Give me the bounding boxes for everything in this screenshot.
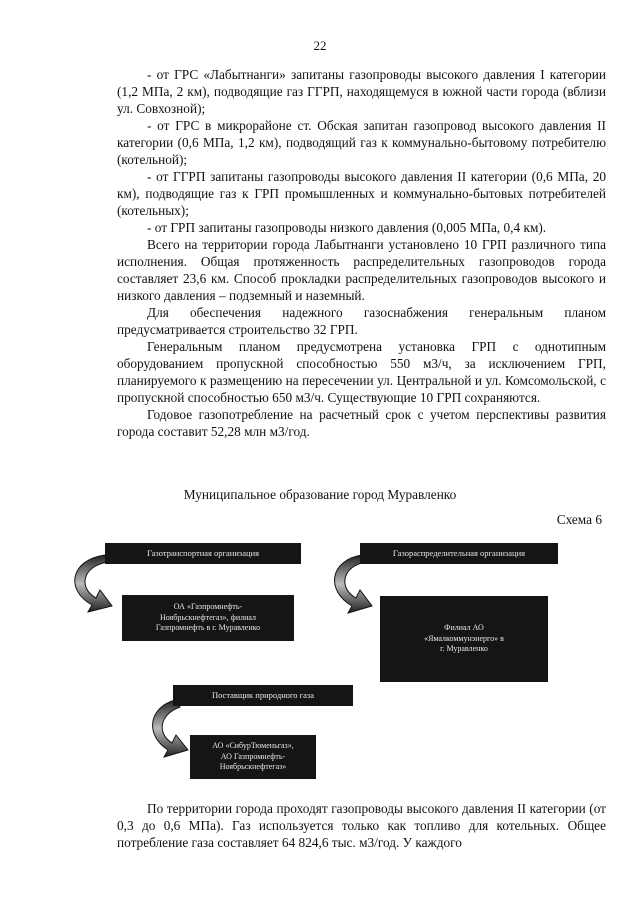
- top-text: [117, 66, 606, 440]
- gas-supplier-box: [190, 735, 316, 779]
- paragraph: Генеральным планом предусмотрена установка ГРП с однотипным оборудованием пропускной способностью 550 м3/ч, за исключением ГРП, планируемого к размещению на пересечении ул. Центральной и ул. Комсомольской, с пропускной способностью 650 м3/ч. Существующие 10 ГРП сохраняются.: [117, 339, 606, 405]
- distribution-org-line: «Ямалкоммунэнерго» в: [424, 633, 504, 643]
- transport-org-header-label: Газотранспортная организация: [146, 548, 260, 559]
- distribution-org-header-label: Газораспределительная организация: [392, 548, 526, 559]
- gas-supplier-line: АО «СибурТюменьгаз»,: [212, 741, 294, 751]
- gas-supplier-header-label: Поставщик природного газа: [211, 690, 315, 701]
- gas-supplier-line: Ноябрьскнефтегаз»: [219, 762, 287, 772]
- distribution-org-box: [380, 596, 548, 682]
- distribution-org-header: [360, 543, 558, 564]
- page-number: 22: [313, 38, 327, 53]
- transport-org-box: [122, 595, 294, 641]
- transport-org-line: Газпромнефть в г. Муравленко: [155, 623, 261, 633]
- curved-arrow-icon: [153, 700, 188, 757]
- scheme-label: Схема 6: [556, 512, 602, 527]
- gas-supplier-line: АО Газпромнефть-: [220, 751, 286, 761]
- paragraph: Годовое газопотребление на расчетный срок с учетом перспективы развития города составит 52,28 млн м3/год.: [117, 407, 606, 439]
- section-title: Муниципальное образование город Муравленко: [183, 487, 457, 502]
- paragraph: Всего на территории города Лабытнанги установлено 10 ГРП различного типа исполнения. Общая протяженность распределительных газопроводов города составляет 23,6 км. Способ прокладки распределительных газопроводов высокого и низкого давления – подземный и наземный.: [117, 237, 606, 303]
- transport-org-line: Ноябрьскнефтегаз», филиал: [160, 612, 256, 622]
- distribution-org-line: г. Муравленко: [440, 644, 488, 654]
- paragraph: - от ГГРП запитаны газопроводы высокого давления II категории (0,6 МПа, 20 км), подводящие газ к ГРП промышленных и коммунально-бытовых потребителей (котельных);: [117, 169, 606, 218]
- paragraph: По территории города проходят газопроводы высокого давления II категории (от 0,3 до 0,6 МПа). Газ используется только как топливо для котельных. Общее потребление газа составляет 64 824,6 тыс. м3/год. У каждого: [117, 801, 606, 850]
- paragraph: Для обеспечения надежного газоснабжения генеральным планом предусматривается строительство 32 ГРП.: [117, 305, 606, 337]
- gas-supplier-header: [173, 685, 353, 706]
- paragraph: - от ГРС в микрорайоне ст. Обская запитан газопровод высокого давления II категории (0,6 МПа, 1,2 км), подводящий газ к коммунально-бытовому потребителю (котельной);: [117, 118, 606, 167]
- distribution-org-line: Филиал АО: [444, 623, 484, 633]
- transport-org-header: [105, 543, 301, 564]
- bottom-text: [117, 800, 606, 851]
- paragraph: - от ГРС «Лабытнанги» запитаны газопроводы высокого давления I категории (1,2 МПа, 2 км), подводящие газ ГГРП, находящемуся в южной части города (вблизи ул. Совхозной);: [117, 67, 606, 116]
- paragraph: - от ГРП запитаны газопроводы низкого давления (0,005 МПа, 0,4 км).: [147, 220, 547, 235]
- transport-org-line: ОА «Газпромнефть-: [173, 602, 243, 612]
